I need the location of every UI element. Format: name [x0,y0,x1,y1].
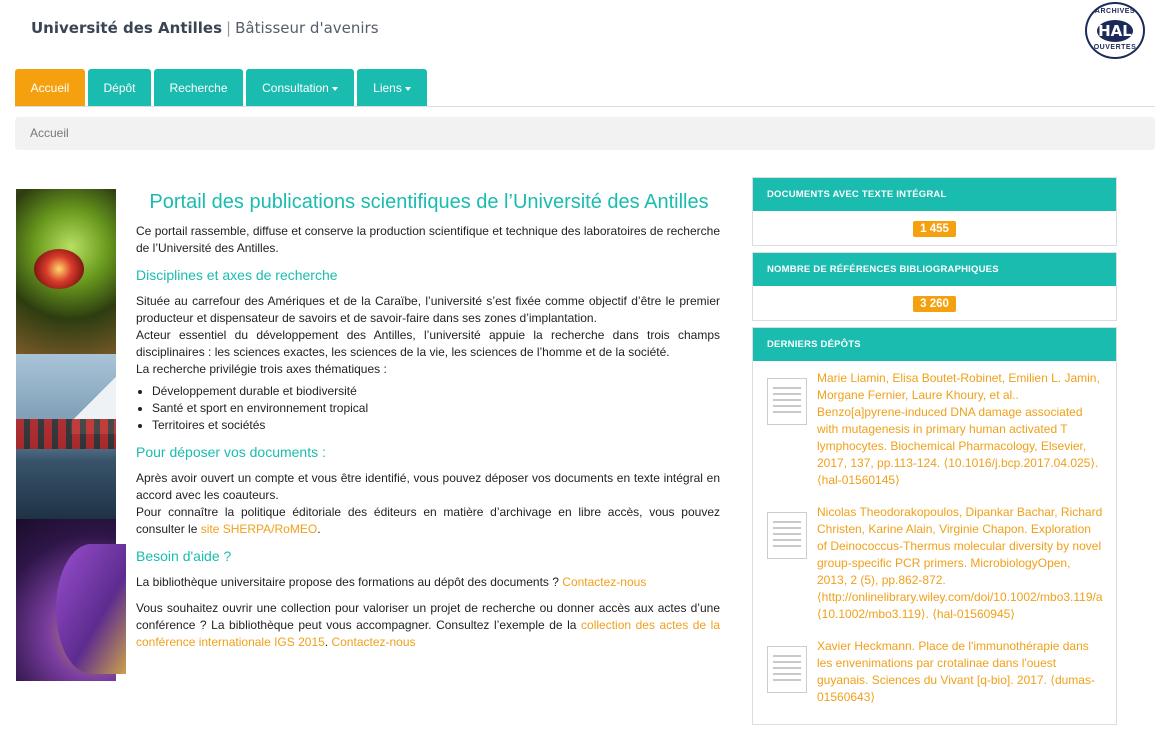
document-thumbnail-icon[interactable] [767,512,807,559]
chevron-down-icon [405,87,411,91]
deposit-item[interactable] [767,638,1103,706]
nav-consultation-label: Consultation [262,81,329,95]
deposit-para-2 [136,504,720,538]
deposit-citation-link[interactable]: Xavier Heckmann. Place de l'immunothérapie dans les envenimations par crotalinae dans l'ouest guyanais. Sciences du Vivant [q-bio]. 2017. ⟨dumas-01560643⟩ [817,639,1095,704]
brand-name: Université des Antilles [31,19,223,37]
breadcrumb [15,117,1155,150]
deposit-para-1: Après avoir ouvert un compte et vous être identifié, vous pouvez déposer vos documents en texte intégral en accord avec les coauteurs. [136,471,720,502]
help-para-1-text: La bibliothèque universitaire propose des formations au dépôt des documents ? [136,575,563,589]
face-photo-detail [56,544,126,674]
hal-logo-top-text: ARCHIVES [1094,8,1136,15]
nav-recherche[interactable] [154,69,243,107]
flower-photo-detail [34,249,84,289]
main-content [136,189,720,651]
disciplines-para-3: La recherche privilégie trois axes thématiques : [136,362,387,376]
deposit-citation-link[interactable]: Nicolas Theodorakopoulos, Dipankar Bachar, Richard Christen, Karine Alain, Virginie Chapon. Exploration of Deinococcus-Thermus molecular diversity by novel group-specific PCR primers. MicrobiologyOpen, 2013, 2 (5), pp.862-872. ⟨http://onlinelibrary.wiley.com/doi/10.1002/mbo3.119/a ⟨10.1002/mbo3.119⟩. ⟨hal-01560945⟩ [817,505,1106,621]
help-para-2-mid: . [324,635,332,649]
contact-link-2[interactable]: Contactez-nous [331,635,416,649]
help-para-2-text: Vous souhaitez ouvrir une collection pour valoriser un projet de recherche ou donner accès aux actes d’une conférence ? La bibliothèque peut vous accompagner. Consultez l’exemple de la [136,601,720,632]
document-thumbnail-icon[interactable] [767,378,807,425]
section-heading-deposit: Pour déposer vos documents : [136,444,326,460]
deposit-para-2-end: . [317,522,321,536]
nav-recherche-label: Recherche [169,81,228,95]
nav-liens-label: Liens [373,81,402,95]
nav-divider [15,106,1155,107]
axes-list [136,383,720,434]
references-widget [752,252,1117,321]
nav-accueil[interactable] [15,69,85,107]
list-item: • Santé et sport en environnement tropical [152,400,720,417]
page-title: Portail des publications scientifiques de l’Université des Antilles [149,191,709,213]
list-item: • Développement durable et biodiversité [152,383,720,400]
fulltext-widget-title: DOCUMENTS AVEC TEXTE INTÉGRAL [753,178,1116,211]
references-count-badge[interactable]: 3 260 [913,296,956,312]
deposit-item[interactable] [767,504,1106,622]
section-heading-disciplines: Disciplines et axes de recherche [136,267,338,283]
help-para-1 [136,574,720,591]
fulltext-widget [752,177,1117,246]
site-brand[interactable] [31,19,379,37]
hal-logo-mark: HAL [1098,22,1132,40]
references-count-wrap [753,286,1116,322]
fulltext-count-badge[interactable]: 1 455 [913,221,956,237]
deposit-item[interactable] [767,370,1103,488]
disciplines-para-1: Située au carrefour des Amériques et de la Caraïbe, l’université s’est fixée comme objectif d’être le premier producteur et dispensateur de savoirs et de savoir-faire dans ses zones d’implantation. [136,294,720,325]
brand-tagline: Bâtisseur d'avenirs [235,19,379,37]
crew-photo-detail [16,419,116,449]
breadcrumb-current: Accueil [30,126,69,140]
document-thumbnail-icon[interactable] [767,646,807,693]
contact-link[interactable]: Contactez-nous [562,575,647,589]
decorative-image-strip [16,189,116,681]
hal-logo[interactable] [1085,2,1145,59]
igs-collection-link[interactable]: collection des actes de la conférence internationale IGS 2015 [136,618,720,649]
deposit-citation-link[interactable]: Marie Liamin, Elisa Boutet-Robinet, Emilien L. Jamin, Morgane Fernier, Laure Khoury, et al.. Benzo[a]pyrene-induced DNA damage associated with mutagenesis in primary human activated T lymphocytes. Biochemical Pharmacology, Elsevier, 2017, 137, pp.113-124. ⟨10.1016/j.bcp.2017.04.025⟩. ⟨hal-01560145⟩ [817,371,1100,487]
nav-liens[interactable] [357,69,427,107]
recent-deposits-title: DERNIERS DÉPÔTS [753,328,1116,361]
nav-depot-label: Dépôt [103,81,136,95]
fulltext-count-wrap [753,211,1116,247]
references-widget-title: NOMBRE DE RÉFÉRENCES BIBLIOGRAPHIQUES [753,253,1116,286]
hal-logo-bottom-text: OUVERTES [1093,44,1137,51]
nav-depot[interactable] [88,69,151,107]
sherpa-romeo-link[interactable]: site SHERPA/RoMEO [200,522,318,536]
section-heading-help: Besoin d'aide ? [136,548,232,564]
recent-deposits-widget [752,327,1117,725]
nav-accueil-label: Accueil [30,81,70,95]
deposit-para-2-text: Pour connaître la politique éditoriale des éditeurs en matière d’archivage en libre accès, vous pouvez consulter le [136,505,720,536]
help-para-2 [136,600,720,651]
chevron-down-icon [332,87,338,91]
brand-separator: | [226,19,232,37]
nav-consultation[interactable] [246,69,354,107]
list-item: • Territoires et sociétés [152,417,720,434]
disciplines-para-2: Acteur essentiel du développement des Antilles, l’université appuie la recherche dans trois champs disciplinaires : les sciences exactes, les sciences de la vie, les sciences de l’homme et de la société. [136,328,720,359]
intro-text: Ce portail rassemble, diffuse et conserve la production scientifique et technique des laboratoires de recherche de l’Université des Antilles. [136,224,720,255]
site-header [0,0,1172,62]
